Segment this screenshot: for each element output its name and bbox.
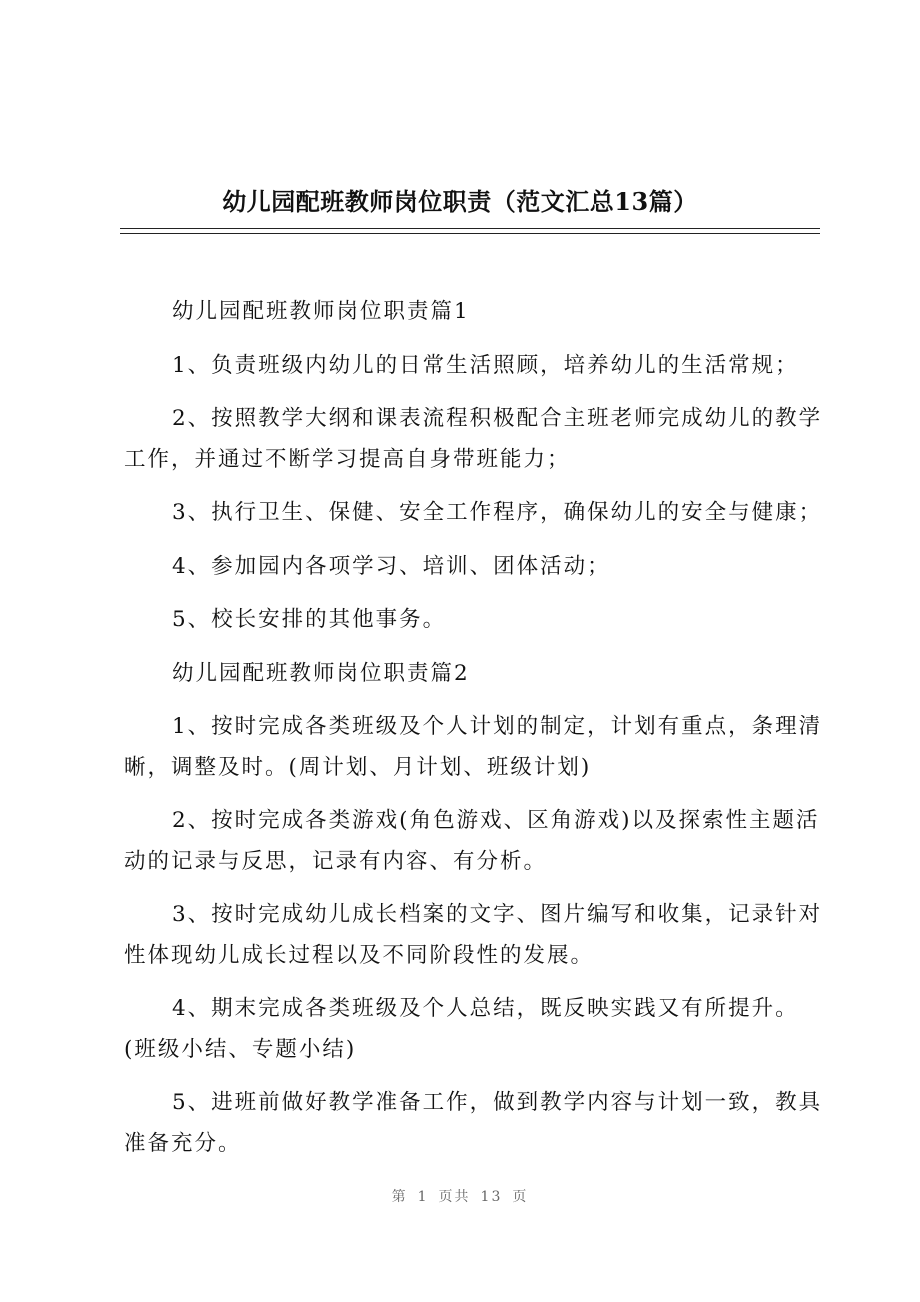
paragraph-2-4: 4、期末完成各类班级及个人总结，既反映实践又有所提升。(班级小结、专题小结) <box>124 996 799 1062</box>
page-footer <box>0 1186 920 1206</box>
footer-current-page: 1 <box>417 1189 429 1205</box>
paragraph-2-2: 2、按时完成各类游戏(角色游戏、区角游戏)以及探索性主题活动的记录与反思，记录有内容、有分析。 <box>124 808 820 874</box>
footer-middle: 页共 <box>438 1189 471 1205</box>
footer-total-pages: 13 <box>480 1189 503 1205</box>
paragraph-2-5: 5、进班前做好教学准备工作，做到教学内容与计划一致，教具准备充分。 <box>124 1090 823 1156</box>
section-heading-2: 幼儿园配班教师岗位职责篇2 <box>172 660 470 686</box>
footer-prefix: 第 <box>391 1189 408 1205</box>
paragraph-1-1: 1、负责班级内幼儿的日常生活照顾，培养幼儿的生活常规； <box>172 352 799 378</box>
document-title: 幼儿园配班教师岗位职责（范文汇总13篇） <box>222 187 698 216</box>
title-double-rule <box>120 228 820 234</box>
paragraph-1-5: 5、校长安排的其他事务。 <box>172 607 447 632</box>
document-body <box>124 292 824 1177</box>
paragraph-1-4: 4、参加园内各项学习、培训、团体活动； <box>172 553 611 579</box>
paragraph-1-2: 2、按照教学大纲和课表流程积极配合主班老师完成幼儿的教学工作，并通过不断学习提高自身带班能力； <box>124 406 823 472</box>
paragraph-2-1: 1、按时完成各类班级及个人计划的制定，计划有重点，条理清晰，调整及时。(周计划、月计划、班级计划) <box>124 714 823 780</box>
section-heading-1: 幼儿园配班教师岗位职责篇1 <box>172 299 470 324</box>
paragraph-2-3: 3、按时完成幼儿成长档案的文字、图片编写和收集，记录针对性体现幼儿成长过程以及不同阶段性的发展。 <box>124 902 823 968</box>
paragraph-1-3: 3、执行卫生、保健、安全工作程序，确保幼儿的安全与健康； <box>172 500 823 525</box>
footer-suffix: 页 <box>512 1189 529 1205</box>
